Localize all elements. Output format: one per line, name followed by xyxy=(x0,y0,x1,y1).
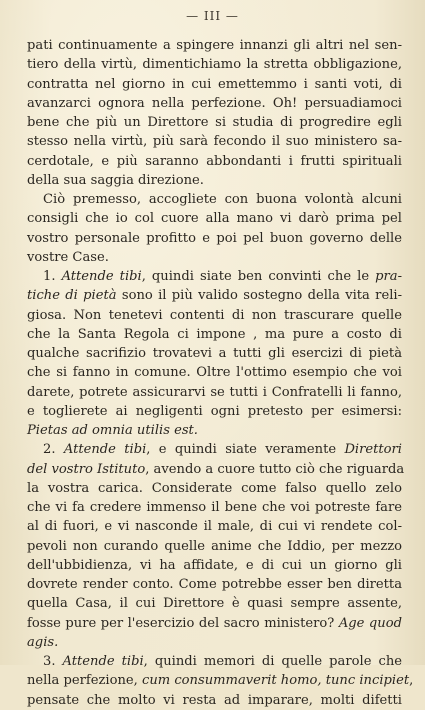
text-line xyxy=(27,132,402,151)
text-run: al di fuori, e vi nasconde il male, di cui vi rendete col- xyxy=(27,519,402,535)
text-run: bene che più un Direttore si studia di progredire egli xyxy=(27,115,402,130)
text-line xyxy=(27,229,402,248)
text-run: che si fanno in comune. Oltre l'ottimo esempio che voi xyxy=(27,365,402,381)
text-line xyxy=(27,498,402,517)
text-run: giosa. Non tenetevi contenti di non trascurare quelle xyxy=(27,307,402,323)
text-line xyxy=(27,671,414,690)
text-line xyxy=(27,517,402,536)
text-run: che vi fa credere immenso il bene che voi potreste fare xyxy=(27,500,402,515)
text-run: fosse pure per l'esercizio del sacro ministero? xyxy=(27,615,339,631)
text-run: , xyxy=(409,673,414,689)
text-run: avanzarci ognora nella perfezione. Oh! persuadiamoci xyxy=(27,95,402,111)
text-line xyxy=(27,267,402,286)
text-line xyxy=(27,614,402,633)
text-run: dovrete render conto. Come potrebbe esser ben diretta xyxy=(27,577,402,592)
text-run: nella perfezione, xyxy=(27,673,142,689)
text-run: vostre Case. xyxy=(27,249,109,265)
text-run: che la Santa Regola ci impone , ma pure a costo di xyxy=(27,326,402,342)
text-line xyxy=(27,94,402,113)
text-line xyxy=(27,152,402,171)
text-line xyxy=(27,383,402,402)
text-run: , quindi siate ben convinti che le xyxy=(141,269,376,284)
text-line xyxy=(27,594,402,613)
text-line xyxy=(27,306,402,325)
text-run: quella Casa, il cui Direttore è quasi sempre assente, xyxy=(27,596,402,612)
italic-phrase: agis. xyxy=(27,634,59,650)
text-run: contratta nel giorno in cui emettemmo i santi voti, di xyxy=(27,76,402,92)
text-run: tiero della virtù, dimentichiamo la stretta obbligazione, xyxy=(27,57,402,73)
text-run: , avendo a cuore tutto ciò che riguarda xyxy=(145,461,405,477)
text-line xyxy=(27,75,402,94)
text-run: vostro personale profitto e poi pel buon governo delle xyxy=(27,230,402,246)
italic-phrase: tiche di pietà xyxy=(27,288,117,304)
text-line xyxy=(27,440,402,459)
text-run: sono il più valido sostegno della vita reli- xyxy=(116,288,402,304)
italic-phrase: del vostro Istituto xyxy=(27,461,146,477)
text-run: consigli che io col cuore alla mano vi darò prima pel xyxy=(27,211,402,227)
text-line xyxy=(27,36,402,55)
text-run: la vostra carica. Considerate come falso quello zelo xyxy=(27,480,402,496)
italic-phrase: pra- xyxy=(375,269,402,284)
text-line xyxy=(27,209,402,228)
text-run: e toglierete ai negligenti ogni pretesto per esimersi: xyxy=(27,403,402,419)
italic-phrase: Attende tibi xyxy=(63,442,147,458)
text-line xyxy=(27,325,402,344)
text-line xyxy=(27,363,402,382)
italic-phrase: Attende tibi xyxy=(61,269,142,284)
text-line xyxy=(27,286,402,305)
italic-phrase: cum consummaverit homo, tunc incipiet xyxy=(142,673,410,689)
text-run: della sua saggia direzione. xyxy=(27,172,204,188)
text-line xyxy=(27,421,402,440)
text-line xyxy=(27,344,402,363)
body-text xyxy=(27,36,414,710)
text-line xyxy=(27,479,402,498)
text-run: 1. xyxy=(43,269,62,284)
italic-phrase: Age quod xyxy=(338,615,402,631)
text-line xyxy=(27,171,402,190)
text-line xyxy=(27,460,405,479)
text-run: darete, potrete assicurarvi se tutti i Confratelli li fanno, xyxy=(27,384,402,400)
text-run: pevoli non curando quelle anime che Iddio, per mezzo xyxy=(27,538,402,554)
text-line xyxy=(27,190,402,209)
text-run: 3. xyxy=(43,654,63,669)
text-run: 2. xyxy=(43,442,64,458)
text-run: Ciò premesso, accogliete con buona volontà alcuni xyxy=(43,192,402,207)
text-run: pati continuamente a spingere innanzi gli altri nel sen- xyxy=(27,38,402,53)
italic-phrase: Direttori xyxy=(344,442,402,458)
text-line xyxy=(27,633,402,652)
text-line xyxy=(27,402,402,421)
text-line xyxy=(27,691,402,710)
page-number: — III — xyxy=(186,9,239,23)
text-run: , quindi memori di quelle parole che xyxy=(143,654,402,669)
text-run: cerdotale, e più saranno abbondanti i frutti spirituali xyxy=(27,153,402,169)
text-line xyxy=(27,113,402,132)
text-run: pensate che molto vi resta ad imparare, molti difetti xyxy=(27,692,402,708)
text-run: , e quindi siate veramente xyxy=(146,442,345,458)
text-line xyxy=(27,537,402,556)
text-line xyxy=(27,652,402,671)
text-line xyxy=(27,556,402,575)
text-run: dell'ubbidienza, vi ha affidate, e di cui un giorno gli xyxy=(27,557,402,573)
italic-phrase: Pietas ad omnia utilis est. xyxy=(27,423,198,438)
text-run: qualche sacrifizio trovatevi a tutti gli esercizi di pietà xyxy=(27,346,402,361)
text-line xyxy=(27,55,402,74)
italic-phrase: Attende tibi xyxy=(62,654,144,669)
text-run: stesso nella virtù, più sarà fecondo il suo ministero sa- xyxy=(27,134,402,150)
text-line xyxy=(27,575,402,594)
text-line xyxy=(27,248,402,267)
